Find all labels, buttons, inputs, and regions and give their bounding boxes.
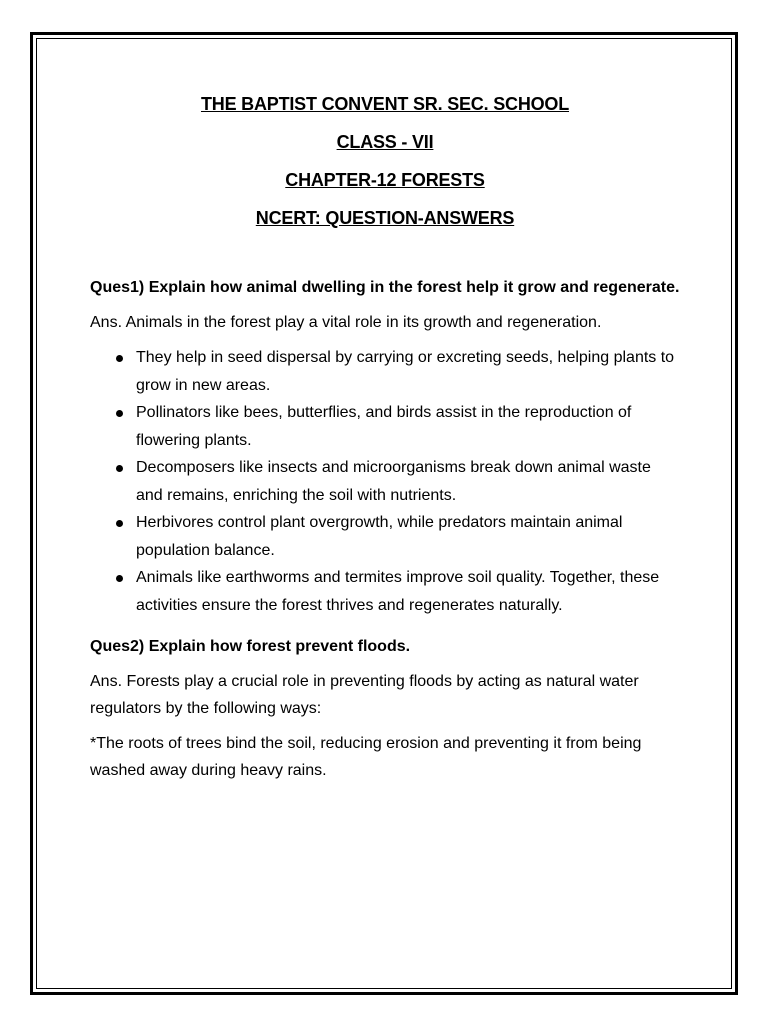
answer-1-bullet-list (90, 344, 680, 619)
question-2: Ques2) Explain how forest prevent floods. (90, 638, 411, 655)
bullet-point: Decomposers like insects and microorganisms break down animal waste and remains, enriching the soil with nutrients. (136, 454, 680, 509)
class-heading: CLASS - VII (336, 132, 434, 152)
answer-2-intro: Ans. Forests play a crucial role in preventing floods by acting as natural water regulators by the following ways: (90, 673, 639, 717)
subtitle-heading: NCERT: QUESTION-ANSWERS (255, 208, 515, 228)
document-content (90, 92, 680, 784)
answer-2-point: *The roots of trees bind the soil, reducing erosion and preventing it from being washed away during heavy rains. (90, 735, 642, 779)
bullet-point: Pollinators like bees, butterflies, and birds assist in the reproduction of flowering plants. (136, 399, 680, 454)
question-1: Ques1) Explain how animal dwelling in the forest help it grow and regenerate. (90, 279, 680, 296)
bullet-point: They help in seed dispersal by carrying or excreting seeds, helping plants to grow in new areas. (136, 344, 680, 399)
chapter-heading: CHAPTER-12 FORESTS (285, 170, 485, 190)
bullet-point: Animals like earthworms and termites improve soil quality. Together, these activities ensure the forest thrives and regenerates naturally. (136, 564, 680, 619)
bullet-point: Herbivores control plant overgrowth, while predators maintain animal population balance. (136, 509, 680, 564)
school-name-heading: THE BAPTIST CONVENT SR. SEC. SCHOOL (200, 94, 570, 114)
answer-1-intro: Ans. Animals in the forest play a vital role in its growth and regeneration. (90, 314, 602, 331)
